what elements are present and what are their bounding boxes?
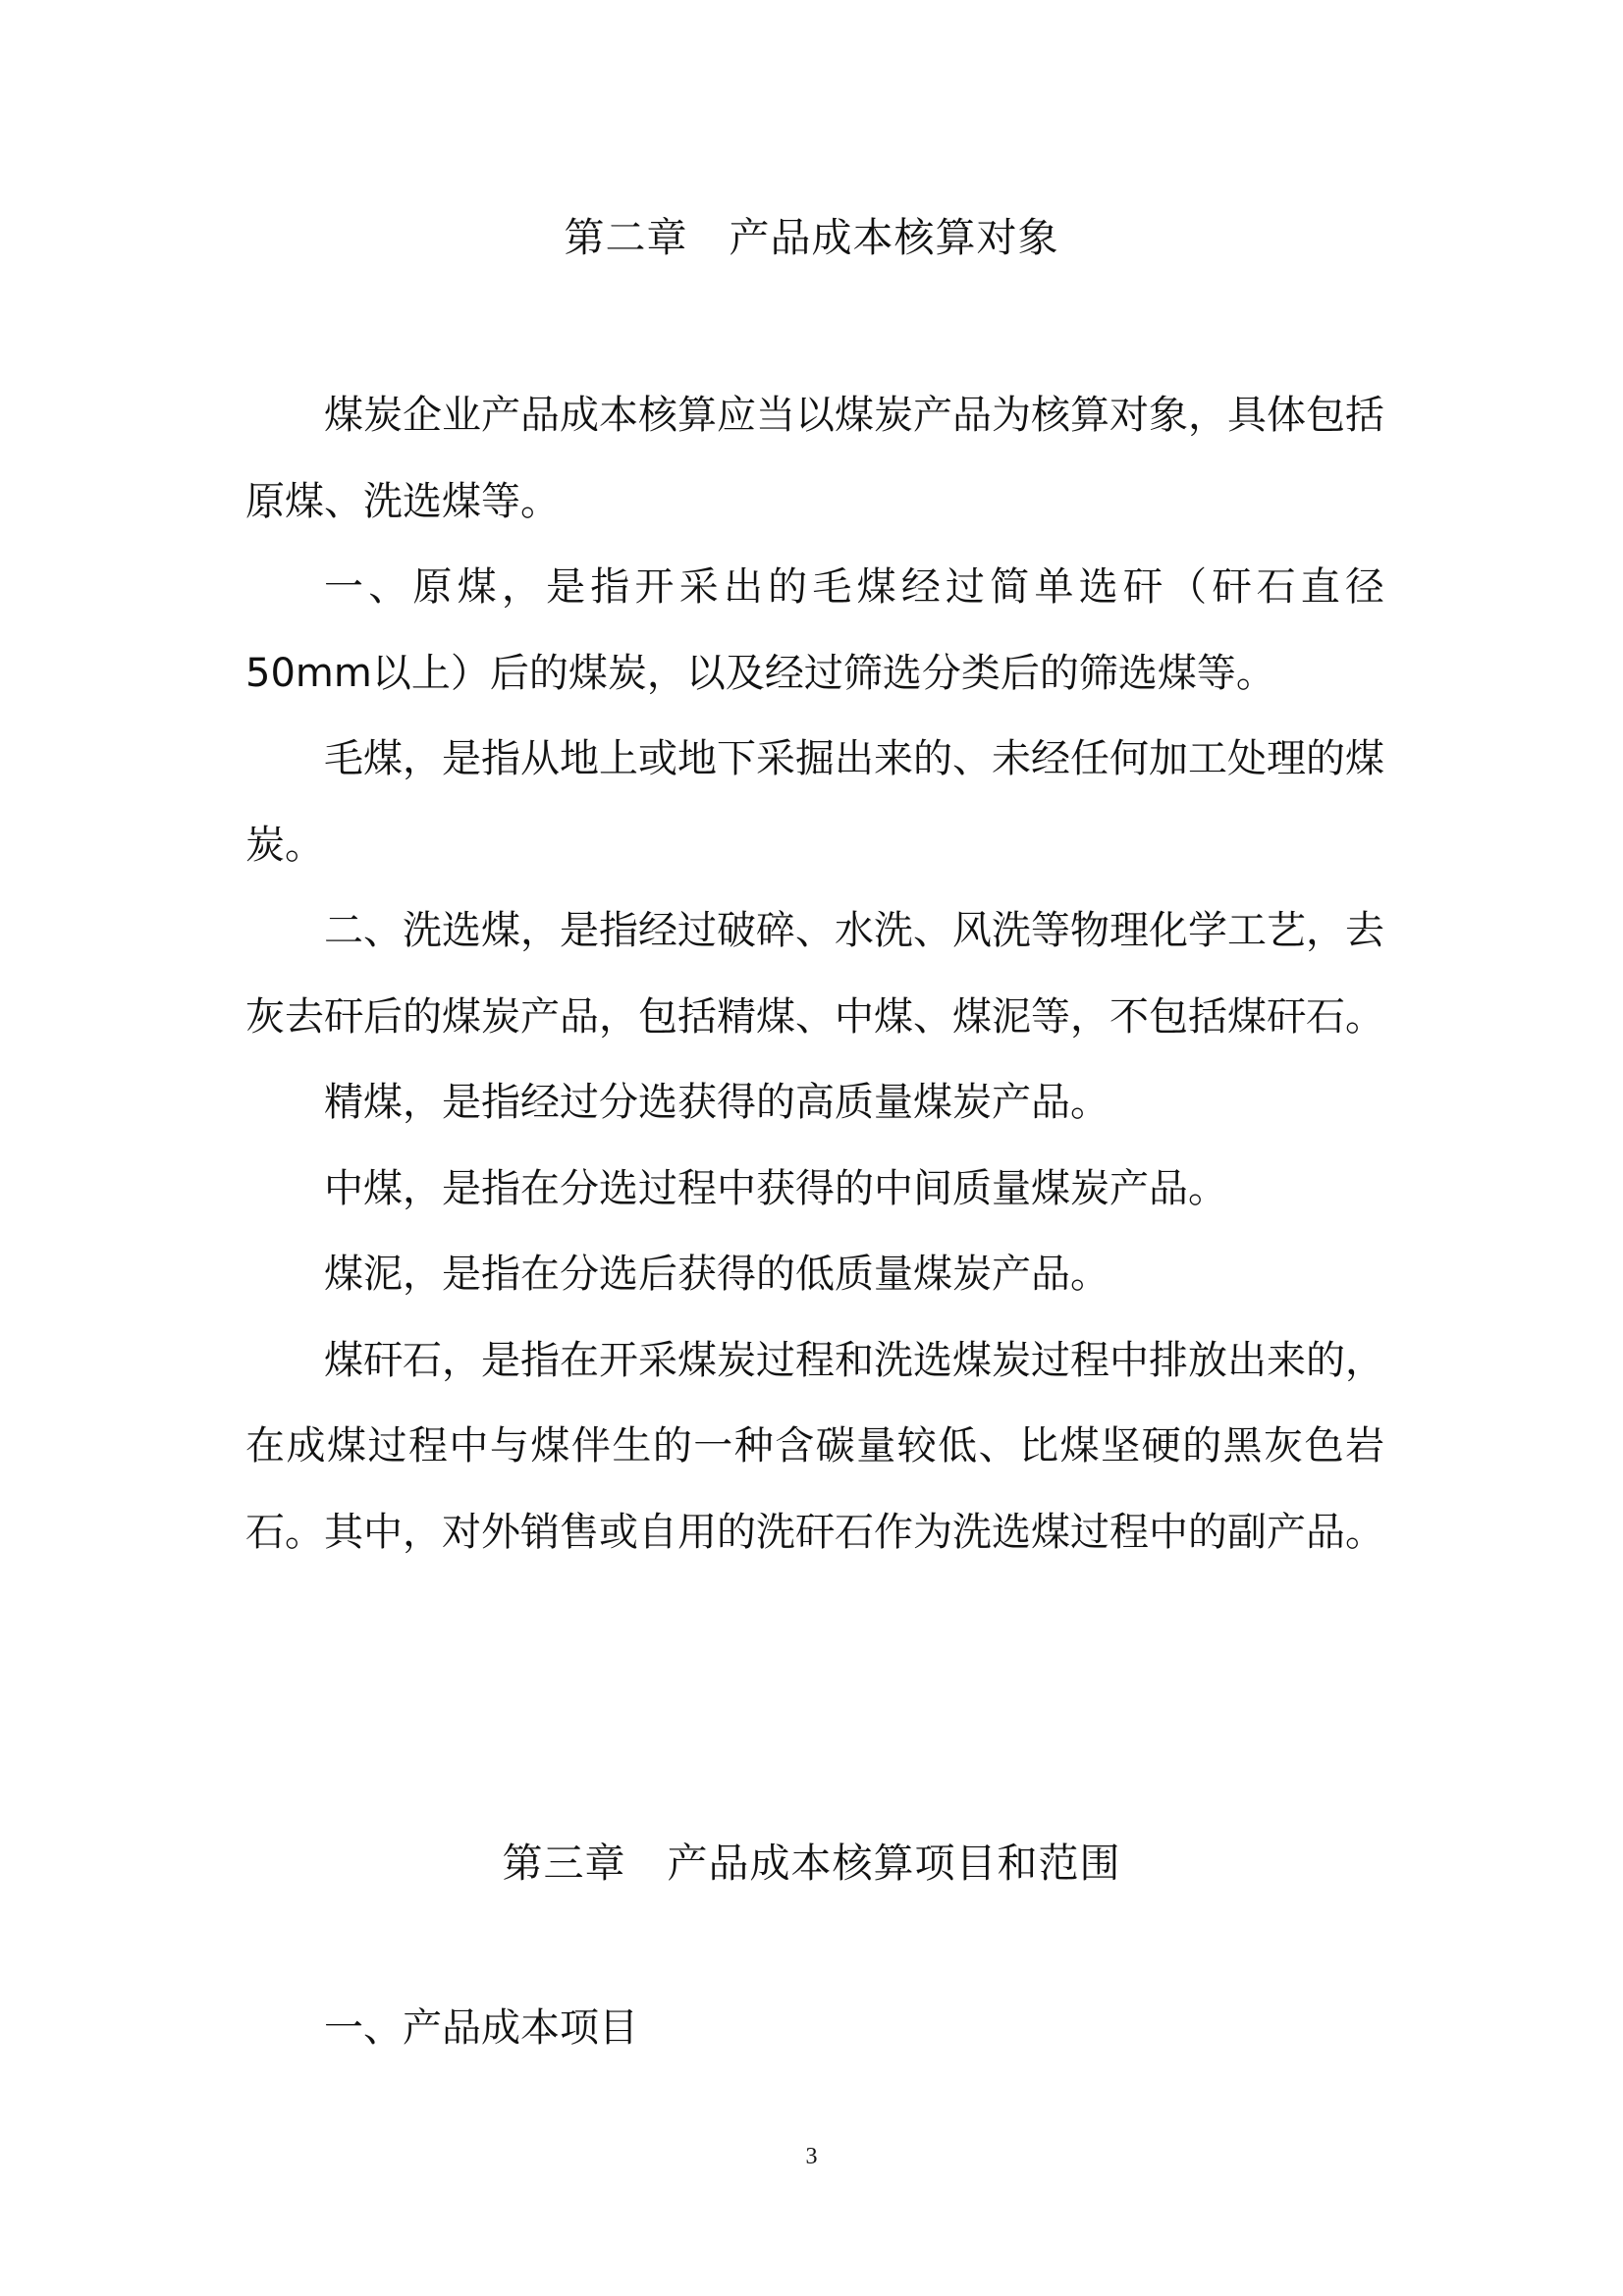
paragraph-coal-slime: 煤泥，是指在分选后获得的低质量煤炭产品。 [324, 1252, 1109, 1297]
paragraph-clean-coal: 精煤，是指经过分选获得的高质量煤炭产品。 [324, 1080, 1109, 1125]
page-number: 3 [805, 2144, 818, 2169]
chapter-3-title: 第三章 产品成本核算项目和范围 [502, 1840, 1121, 1887]
paragraph-washed-coal: 二、洗选煤，是指经过破碎、水洗、风洗等物理化学工艺，去灰去矸后的煤炭产品，包括精煤、中煤、煤泥等，不包括煤矸石。 [245, 908, 1384, 1040]
paragraph-coal-gangue: 煤矸石，是指在开采煤炭过程和洗选煤炭过程中排放出来的，在成煤过程中与煤伴生的一种含碳量较低、比煤坚硬的黑灰色岩石。其中，对外销售或自用的洗矸石作为洗选煤过程中的副产品。 [245, 1337, 1384, 1555]
paragraph-raw-coal: 一、原煤，是指开采出的毛煤经过简单选矸（矸石直径50mm以上）后的煤炭，以及经过筛选分类后的筛选煤等。 [245, 564, 1384, 696]
chapter-2-title: 第二章 产品成本核算对象 [564, 214, 1059, 261]
paragraph-coal-accounting-object: 煤炭企业产品成本核算应当以煤炭产品为核算对象，具体包括原煤、洗选煤等。 [245, 393, 1384, 524]
section-product-cost-items: 一、产品成本项目 [324, 2005, 638, 2051]
paragraph-middlings: 中煤，是指在分选过程中获得的中间质量煤炭产品。 [324, 1165, 1227, 1211]
paragraph-run-of-mine-coal: 毛煤，是指从地上或地下采掘出来的、未经任何加工处理的煤炭。 [245, 736, 1384, 868]
chapter-2-body [245, 373, 1384, 1575]
